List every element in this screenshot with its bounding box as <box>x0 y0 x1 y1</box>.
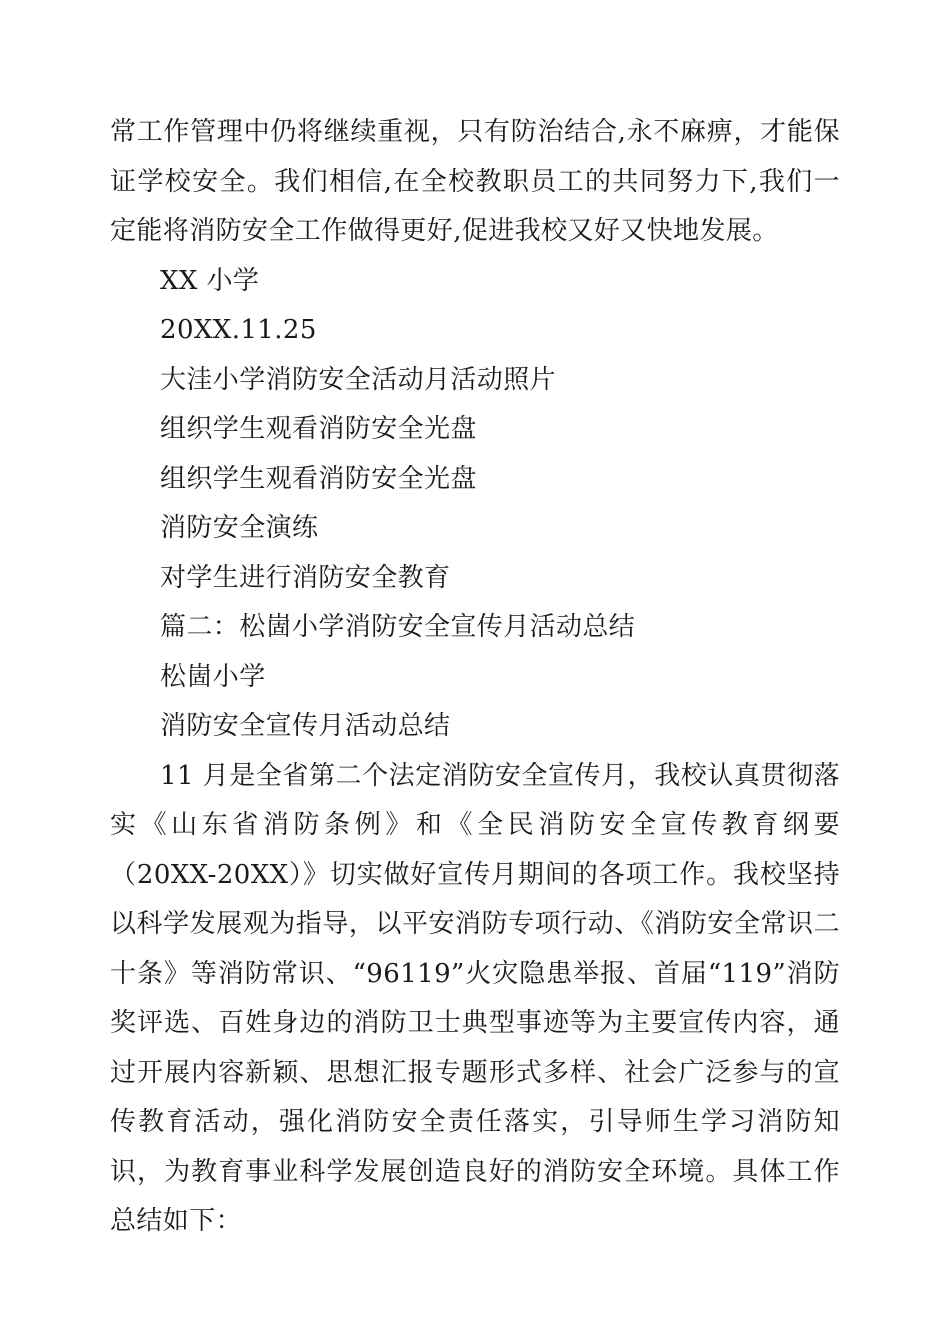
photo-caption-3: 消防安全演练 <box>160 513 319 543</box>
school-name: 松崮小学 <box>160 661 266 692</box>
signature-date: 20XX.11.25 <box>160 315 317 345</box>
body-paragraph: 11 月是全省第二个法定消防安全宣传月，我校认真贯彻落实《山东省消防条例》和《全民消防安全宣传教育纲要（20XX-20XX）》切实做好宣传月期间的各项工作。我校坚持以科学发展观为指导，以平安消防专项行动、《消防安全常识二十条》等消防常识、“96119”火灾隐患举报、首届“119”消防奖评选、百姓身边的消防卫士典型事迹等为主要宣传内容，通过开展内容新颖、思想汇报专题形式多样、社会广泛参与的宣传教育活动，强化消防安全责任落实，引导师生学习消防知识，为教育事业科学发展创造良好的消防安全环境。具体工作总结如下： <box>110 760 840 1236</box>
closing-paragraph: 常工作管理中仍将继续重视，只有防治结合,永不麻痹，才能保证学校安全。我们相信,在全校教职员工的共同努力下,我们一定能将消防安全工作做得更好,促进我校又好又快地发展。 <box>110 117 840 246</box>
document-body <box>110 108 840 1247</box>
photo-caption-2: 组织学生观看消防安全光盘 <box>160 463 477 494</box>
signature-school: XX 小学 <box>160 265 260 296</box>
report-title: 消防安全宣传月活动总结 <box>160 711 451 741</box>
photo-caption-1: 组织学生观看消防安全光盘 <box>160 414 477 444</box>
photo-caption-4: 对学生进行消防安全教育 <box>160 562 451 593</box>
section-heading: 篇二：松崮小学消防安全宣传月活动总结 <box>160 612 636 642</box>
photo-section-title: 大洼小学消防安全活动月活动照片 <box>160 364 557 395</box>
